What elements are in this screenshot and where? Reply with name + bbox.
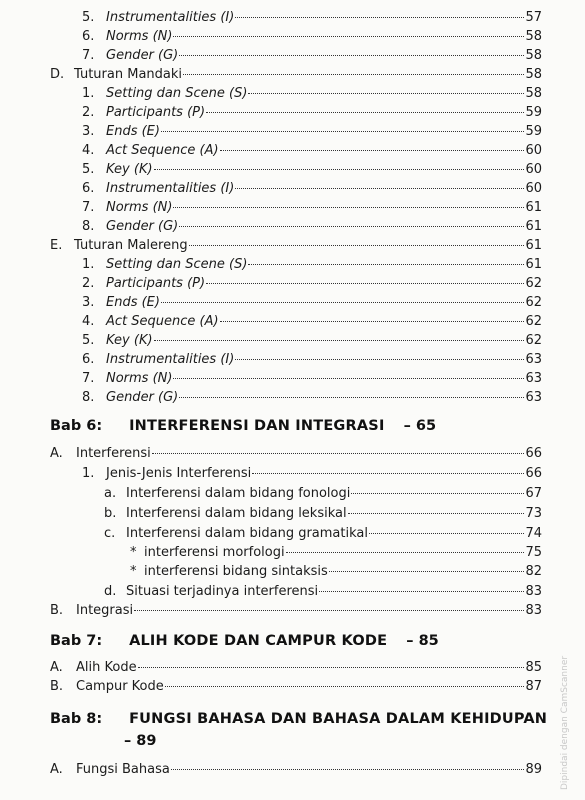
toc-row (82, 464, 542, 483)
toc-number: c. (104, 526, 116, 541)
toc-number: 4. (82, 143, 95, 158)
toc-label: Key (K) (106, 162, 153, 177)
toc-number: 6. (82, 29, 95, 44)
leader-dots (220, 318, 525, 322)
toc-page: 67 (525, 486, 542, 501)
toc-row-section (50, 760, 542, 779)
toc-page: 83 (525, 584, 542, 599)
toc-number: D. (50, 67, 65, 82)
toc-page: 58 (525, 86, 542, 101)
leader-dots (329, 568, 525, 572)
leader-dots (369, 530, 524, 534)
toc-label: Interferensi dalam bidang fonologi (126, 486, 351, 501)
scanner-watermark (560, 640, 572, 790)
toc-page: 60 (525, 143, 542, 158)
toc-label: Instrumentalities (I) (106, 181, 235, 196)
leader-dots (286, 549, 525, 553)
toc-row (82, 388, 542, 407)
toc-page: 60 (525, 181, 542, 196)
toc-row (82, 103, 542, 122)
chapter-heading-6 (50, 415, 550, 437)
toc-label: interferensi bidang sintaksis (144, 564, 328, 579)
toc-row (104, 484, 542, 503)
leader-dots (206, 109, 524, 113)
toc-row (130, 543, 542, 562)
toc-label: Interferensi dalam bidang leksikal (126, 506, 347, 521)
toc-label: Alih Kode (76, 660, 137, 675)
toc-row (82, 84, 542, 103)
toc-number: d. (104, 584, 117, 599)
leader-dots (165, 683, 525, 687)
chapter-number: Bab 7: (50, 633, 103, 649)
toc-row (82, 293, 542, 312)
toc-page: 57 (525, 10, 542, 25)
toc-number: 3. (82, 295, 95, 310)
toc-row (82, 274, 542, 293)
toc-label: Instrumentalities (I) (106, 352, 235, 367)
chapter-heading-8 (50, 708, 550, 730)
toc-label: Gender (G) (106, 48, 179, 63)
toc-row (82, 255, 542, 274)
chapter-number: Bab 8: (50, 711, 103, 727)
leader-dots (248, 261, 524, 265)
toc-page: 75 (525, 545, 542, 560)
toc-page: 59 (525, 105, 542, 120)
leader-dots (348, 510, 525, 514)
toc-number: 3. (82, 124, 95, 139)
leader-dots (161, 128, 524, 132)
toc-page: 62 (525, 295, 542, 310)
toc-number: 7. (82, 200, 95, 215)
toc-number: b. (104, 506, 117, 521)
toc-label: Tuturan Mandaki (74, 67, 183, 82)
toc-row (82, 350, 542, 369)
toc-page: 62 (525, 314, 542, 329)
toc-number: 8. (82, 390, 95, 405)
toc-page: 61 (525, 200, 542, 215)
toc-page: 63 (525, 352, 542, 367)
leader-dots (154, 166, 525, 170)
leader-dots (134, 607, 524, 611)
toc-page: 63 (525, 371, 542, 386)
leader-dots (179, 223, 524, 227)
toc-page: 74 (525, 526, 542, 541)
chapter-heading-8-page (124, 730, 585, 752)
leader-dots (179, 394, 524, 398)
leader-dots (235, 356, 524, 360)
toc-row (104, 524, 542, 543)
toc-row (82, 160, 542, 179)
chapter-page: – 89 (124, 733, 157, 749)
leader-dots (173, 33, 524, 37)
leader-dots (138, 664, 525, 668)
watermark-text: Dipindai dengan CamScanner (560, 655, 570, 790)
toc-number: 8. (82, 219, 95, 234)
toc-row (82, 198, 542, 217)
toc-row-section (50, 444, 542, 463)
toc-label: Gender (G) (106, 390, 179, 405)
leader-dots (179, 52, 524, 56)
toc-number: 6. (82, 181, 95, 196)
toc-number: 7. (82, 371, 95, 386)
toc-number: 1. (82, 466, 95, 481)
toc-number: 2. (82, 276, 95, 291)
toc-page: 61 (525, 257, 542, 272)
toc-number: 1. (82, 86, 95, 101)
toc-page: 73 (525, 506, 542, 521)
leader-dots (173, 375, 524, 379)
toc-number: 6. (82, 352, 95, 367)
toc-row (82, 27, 542, 46)
leader-dots (152, 450, 525, 454)
toc-row (82, 331, 542, 350)
toc-number: A. (50, 446, 63, 461)
toc-row (82, 179, 542, 198)
toc-number: A. (50, 660, 63, 675)
toc-page: 58 (525, 67, 542, 82)
toc-row (82, 369, 542, 388)
chapter-page: – 85 (406, 633, 439, 649)
leader-dots (173, 204, 524, 208)
toc-page: 61 (525, 219, 542, 234)
toc-label: Norms (N) (106, 200, 173, 215)
toc-number: A. (50, 762, 63, 777)
toc-label: Ends (E) (106, 124, 160, 139)
toc-bullet: * (130, 564, 137, 579)
leader-dots (220, 147, 525, 151)
toc-number: 2. (82, 105, 95, 120)
toc-label: Act Sequence (A) (106, 314, 219, 329)
toc-label: Act Sequence (A) (106, 143, 219, 158)
toc-label: Participants (P) (106, 105, 206, 120)
toc-number: a. (104, 486, 117, 501)
toc-row (82, 46, 542, 65)
chapter-heading-7 (50, 630, 550, 652)
toc-row-section (50, 236, 542, 255)
toc-page: 59 (525, 124, 542, 139)
toc-page: 60 (525, 162, 542, 177)
toc-page: 82 (525, 564, 542, 579)
toc-label: Tuturan Malereng (74, 238, 188, 253)
leader-dots (319, 588, 524, 592)
toc-page: 63 (525, 390, 542, 405)
toc-label: Ends (E) (106, 295, 160, 310)
leader-dots (189, 242, 525, 246)
toc-label: Participants (P) (106, 276, 206, 291)
leader-dots (252, 470, 524, 474)
toc-row-section (50, 658, 542, 677)
toc-number: B. (50, 679, 64, 694)
leader-dots (206, 280, 524, 284)
toc-page: 87 (525, 679, 542, 694)
toc-page: 66 (525, 446, 542, 461)
toc-label: Interferensi dalam bidang gramatikal (126, 526, 368, 541)
toc-row-section (50, 601, 542, 620)
leader-dots (161, 299, 524, 303)
leader-dots (235, 185, 524, 189)
toc-page: 83 (525, 603, 542, 618)
toc-row (82, 141, 542, 160)
toc-label: Campur Kode (76, 679, 164, 694)
toc-page: 66 (525, 466, 542, 481)
leader-dots (351, 490, 524, 494)
toc-number: 7. (82, 48, 95, 63)
toc-row (82, 8, 542, 27)
toc-label: Situasi terjadinya interferensi (126, 584, 319, 599)
toc-page: 62 (525, 333, 542, 348)
toc-page: 58 (525, 48, 542, 63)
chapter-page: – 65 (403, 418, 437, 434)
toc-label: Gender (G) (106, 219, 179, 234)
toc-number: E. (50, 238, 63, 253)
toc-row-section (50, 677, 542, 696)
toc-label: interferensi morfologi (144, 545, 285, 560)
toc-row (130, 562, 542, 581)
chapter-title: ALIH KODE DAN CAMPUR KODE (129, 633, 388, 649)
toc-row (82, 122, 542, 141)
toc-number: 5. (82, 162, 95, 177)
toc-number: 4. (82, 314, 95, 329)
toc-label: Fungsi Bahasa (76, 762, 170, 777)
toc-label: Setting dan Scene (S) (106, 86, 248, 101)
toc-page: 85 (525, 660, 542, 675)
toc-page: 58 (525, 29, 542, 44)
toc-row-section (50, 65, 542, 84)
toc-number: 1. (82, 257, 95, 272)
toc-label: Integrasi (76, 603, 134, 618)
leader-dots (171, 766, 525, 770)
toc-number: 5. (82, 10, 95, 25)
toc-label: Jenis-Jenis Interferensi (106, 466, 252, 481)
toc-page: 62 (525, 276, 542, 291)
toc-label: Setting dan Scene (S) (106, 257, 248, 272)
toc-number: 5. (82, 333, 95, 348)
chapter-title: FUNGSI BAHASA DAN BAHASA DALAM KEHIDUPAN (129, 711, 548, 727)
toc-row (104, 504, 542, 523)
toc-bullet: * (130, 545, 137, 560)
toc-label: Instrumentalities (I) (106, 10, 235, 25)
toc-number: B. (50, 603, 64, 618)
toc-row (82, 312, 542, 331)
toc-label: Interferensi (76, 446, 151, 461)
toc-label: Norms (N) (106, 29, 173, 44)
leader-dots (248, 90, 524, 94)
toc-label: Key (K) (106, 333, 153, 348)
leader-dots (235, 14, 524, 18)
leader-dots (154, 337, 525, 341)
toc-row (104, 582, 542, 601)
toc-row (82, 217, 542, 236)
toc-page: 89 (525, 762, 542, 777)
leader-dots (183, 71, 524, 75)
chapter-title: INTERFERENSI DAN INTEGRASI (129, 418, 385, 434)
toc-page: 61 (525, 238, 542, 253)
chapter-number: Bab 6: (50, 418, 103, 434)
toc-label: Norms (N) (106, 371, 173, 386)
